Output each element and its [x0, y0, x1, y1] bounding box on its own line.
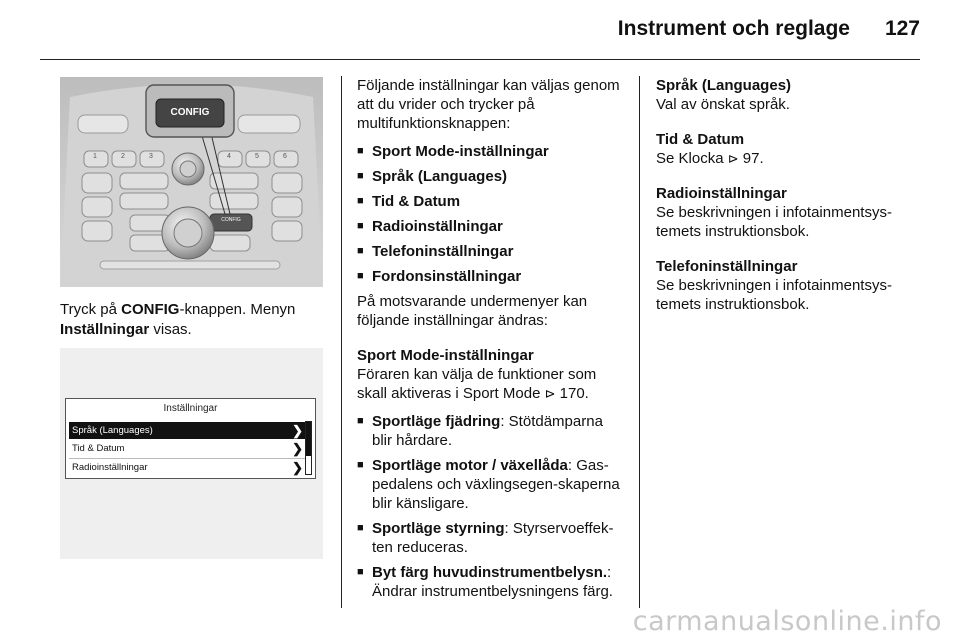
- preset-label: 4: [227, 153, 231, 160]
- bullet-icon: ■: [357, 145, 364, 157]
- menu-scrollbar: [305, 421, 312, 475]
- config-callout-label: CONFIG: [170, 107, 210, 118]
- list-item: ■ Sportläge fjädring: Stötdämparna blir hårdare.: [357, 413, 603, 449]
- section-radio: [656, 184, 926, 241]
- bullet-icon: ■: [357, 245, 364, 257]
- intro-text: Följande inställningar kan väljas genom att du vrider och trycker på multifunktionsknappen:: [357, 77, 620, 132]
- preset-label: 2: [121, 153, 125, 160]
- column-right: [656, 76, 926, 330]
- page-header: [40, 0, 920, 60]
- submenu-text: På motsvarande undermenyer kan följande inställningar ändras:: [357, 293, 588, 329]
- section-time-date: [656, 130, 926, 168]
- bullet-icon: ■: [357, 170, 364, 182]
- list-item: ■ Sport Mode-inställningar: [357, 143, 549, 160]
- chevron-right-icon: ❯: [292, 423, 303, 438]
- bullet-icon: ■: [357, 459, 364, 471]
- list-item: ■ Fordonsinställningar: [357, 268, 522, 285]
- section-text: Se beskrivningen i infotainmentsys-temets instruktionsbok.: [656, 204, 892, 240]
- list-item: ■ Tid & Datum: [357, 193, 461, 210]
- bullet-icon: ■: [357, 415, 364, 427]
- menu-item-time-date: Tid & Datum ❯: [72, 441, 303, 456]
- bullet-icon: ■: [357, 195, 364, 207]
- column-middle: [357, 76, 627, 607]
- chevron-right-icon: ❯: [292, 460, 303, 475]
- bullet-icon: ■: [357, 566, 364, 578]
- list-item: ■ Sportläge styrning: Styrservoeffek-ten reduceras.: [357, 520, 614, 556]
- list-item: ■ Språk (Languages): [357, 168, 508, 185]
- page-ref-arrow-icon: ⊳: [727, 151, 739, 166]
- section-heading: Radioinställningar: [656, 185, 787, 202]
- settings-screen-illustration: [60, 348, 323, 559]
- chevron-right-icon: ❯: [292, 441, 303, 456]
- watermark: carmanualsonline.info: [632, 606, 942, 637]
- menu-item-radio: Radioinställningar ❯: [72, 460, 303, 475]
- section-heading: Tid & Datum: [656, 131, 745, 148]
- preset-label: 3: [149, 153, 153, 160]
- preset-label: 1: [93, 153, 97, 160]
- sport-list: [357, 412, 627, 601]
- list-item: ■ Sportläge motor / växellåda: Gas-pedalens och växlingsegen-skaperna blir känsligare.: [357, 457, 620, 512]
- page-ref-arrow-icon: ⊳: [544, 386, 556, 401]
- section-heading: Språk (Languages): [656, 77, 792, 94]
- preset-label: 6: [283, 153, 287, 160]
- section-text: Se Klocka ⊳ 97.: [656, 150, 764, 167]
- bullet-icon: ■: [357, 522, 364, 534]
- preset-label: 5: [255, 153, 259, 160]
- column-divider: [639, 76, 640, 608]
- list-item: ■ Radioinställningar: [357, 218, 503, 235]
- section-phone: [656, 257, 926, 314]
- console-photo: [60, 77, 323, 287]
- menu-item-language: Språk (Languages) ❯: [69, 422, 305, 439]
- photo-caption: Tryck på CONFIG-knappen. Menyn Inställningar visas.: [60, 301, 296, 338]
- page-number: 127: [884, 17, 920, 40]
- bullet-icon: ■: [357, 220, 364, 232]
- settings-list: [357, 142, 627, 286]
- section-language: [656, 76, 926, 114]
- section-heading: Sport Mode-inställningar: [357, 347, 534, 364]
- section-text: Se beskrivningen i infotainmentsys-temets instruktionsbok.: [656, 277, 892, 313]
- config-button-label: CONFIG: [221, 217, 241, 223]
- menu-title: Inställningar: [163, 403, 218, 414]
- scrollbar-thumb: [306, 422, 311, 456]
- section-heading: Telefoninställningar: [656, 258, 798, 275]
- section-text: Föraren kan välja de funktioner som skall aktiveras i Sport Mode ⊳ 170.: [357, 366, 597, 402]
- settings-menu: [65, 398, 316, 479]
- list-item: ■ Byt färg huvudinstrumentbelysn.: Ändrar instrumentbelysningens färg.: [357, 564, 613, 600]
- header-title: Instrument och reglage: [617, 17, 850, 40]
- bullet-icon: ■: [357, 270, 364, 282]
- list-item: ■ Telefoninställningar: [357, 243, 514, 260]
- section-text: Val av önskat språk.: [656, 96, 790, 113]
- column-divider: [341, 76, 342, 608]
